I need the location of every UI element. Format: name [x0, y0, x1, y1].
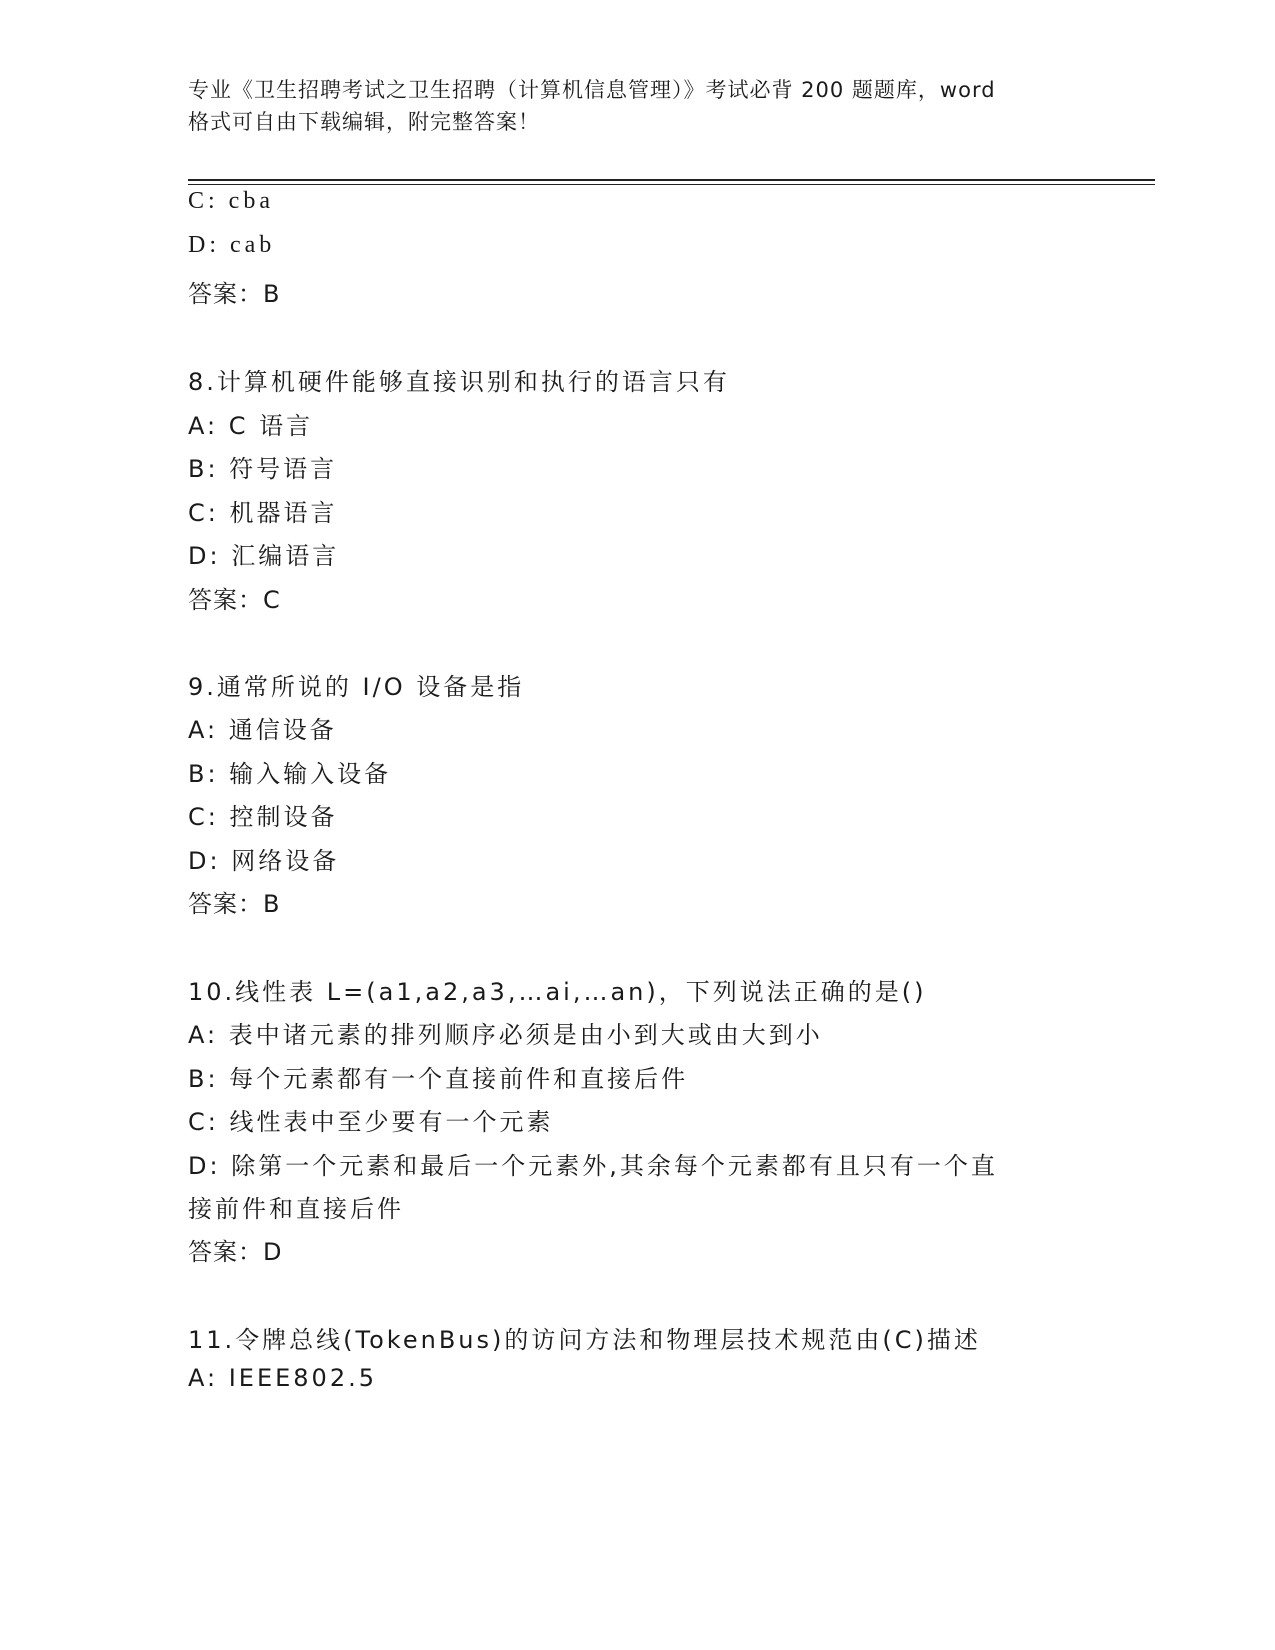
- q8-option-a: A: C 语言: [188, 412, 314, 440]
- q11-option-a: A: IEEE802.5: [188, 1364, 377, 1392]
- q8-answer: 答案：C: [188, 586, 281, 614]
- q9-answer: 答案：B: [188, 890, 281, 918]
- q9-option-a: A: 通信设备: [188, 716, 337, 744]
- q7-answer: 答案：B: [188, 280, 281, 308]
- q7-option-c: C: cba: [188, 188, 274, 214]
- q9-option-c: C: 控制设备: [188, 803, 338, 831]
- page-header: [188, 74, 1088, 138]
- q10-option-c: C: 线性表中至少要有一个元素: [188, 1108, 554, 1136]
- q10-option-d-line-1: D: 除第一个元素和最后一个元素外,其余每个元素都有且只有一个直: [188, 1152, 998, 1180]
- header-line-1: 专业《卫生招聘考试之卫生招聘（计算机信息管理）》考试必背 200 题题库，word: [188, 78, 996, 102]
- q8-option-d: D: 汇编语言: [188, 542, 340, 570]
- q10-option-a: A: 表中诸元素的排列顺序必须是由小到大或由大到小: [188, 1021, 823, 1049]
- header-line-2: 格式可自由下载编辑，附完整答案！: [188, 110, 540, 134]
- q10-option-d-line-2: 接前件和直接后件: [188, 1195, 404, 1223]
- q7-option-d: D: cab: [188, 232, 276, 258]
- header-rule-thick: [188, 179, 1155, 181]
- q8-option-b: B: 符号语言: [188, 455, 338, 483]
- q10-stem: 10.线性表 L=(a1,a2,a3,…ai,…an)，下列说法正确的是(): [188, 978, 927, 1006]
- q8-option-c: C: 机器语言: [188, 499, 338, 527]
- q8-stem: 8.计算机硬件能够直接识别和执行的语言只有: [188, 368, 730, 396]
- q10-answer: 答案：D: [188, 1238, 283, 1266]
- q9-option-b: B: 输入输入设备: [188, 760, 392, 788]
- q10-option-b: B: 每个元素都有一个直接前件和直接后件: [188, 1065, 689, 1093]
- q9-stem: 9.通常所说的 I/O 设备是指: [188, 673, 525, 701]
- q11-stem: 11.令牌总线(TokenBus)的访问方法和物理层技术规范由(C)描述: [188, 1326, 981, 1354]
- header-rule-thin: [188, 184, 1155, 185]
- q9-option-d: D: 网络设备: [188, 847, 340, 875]
